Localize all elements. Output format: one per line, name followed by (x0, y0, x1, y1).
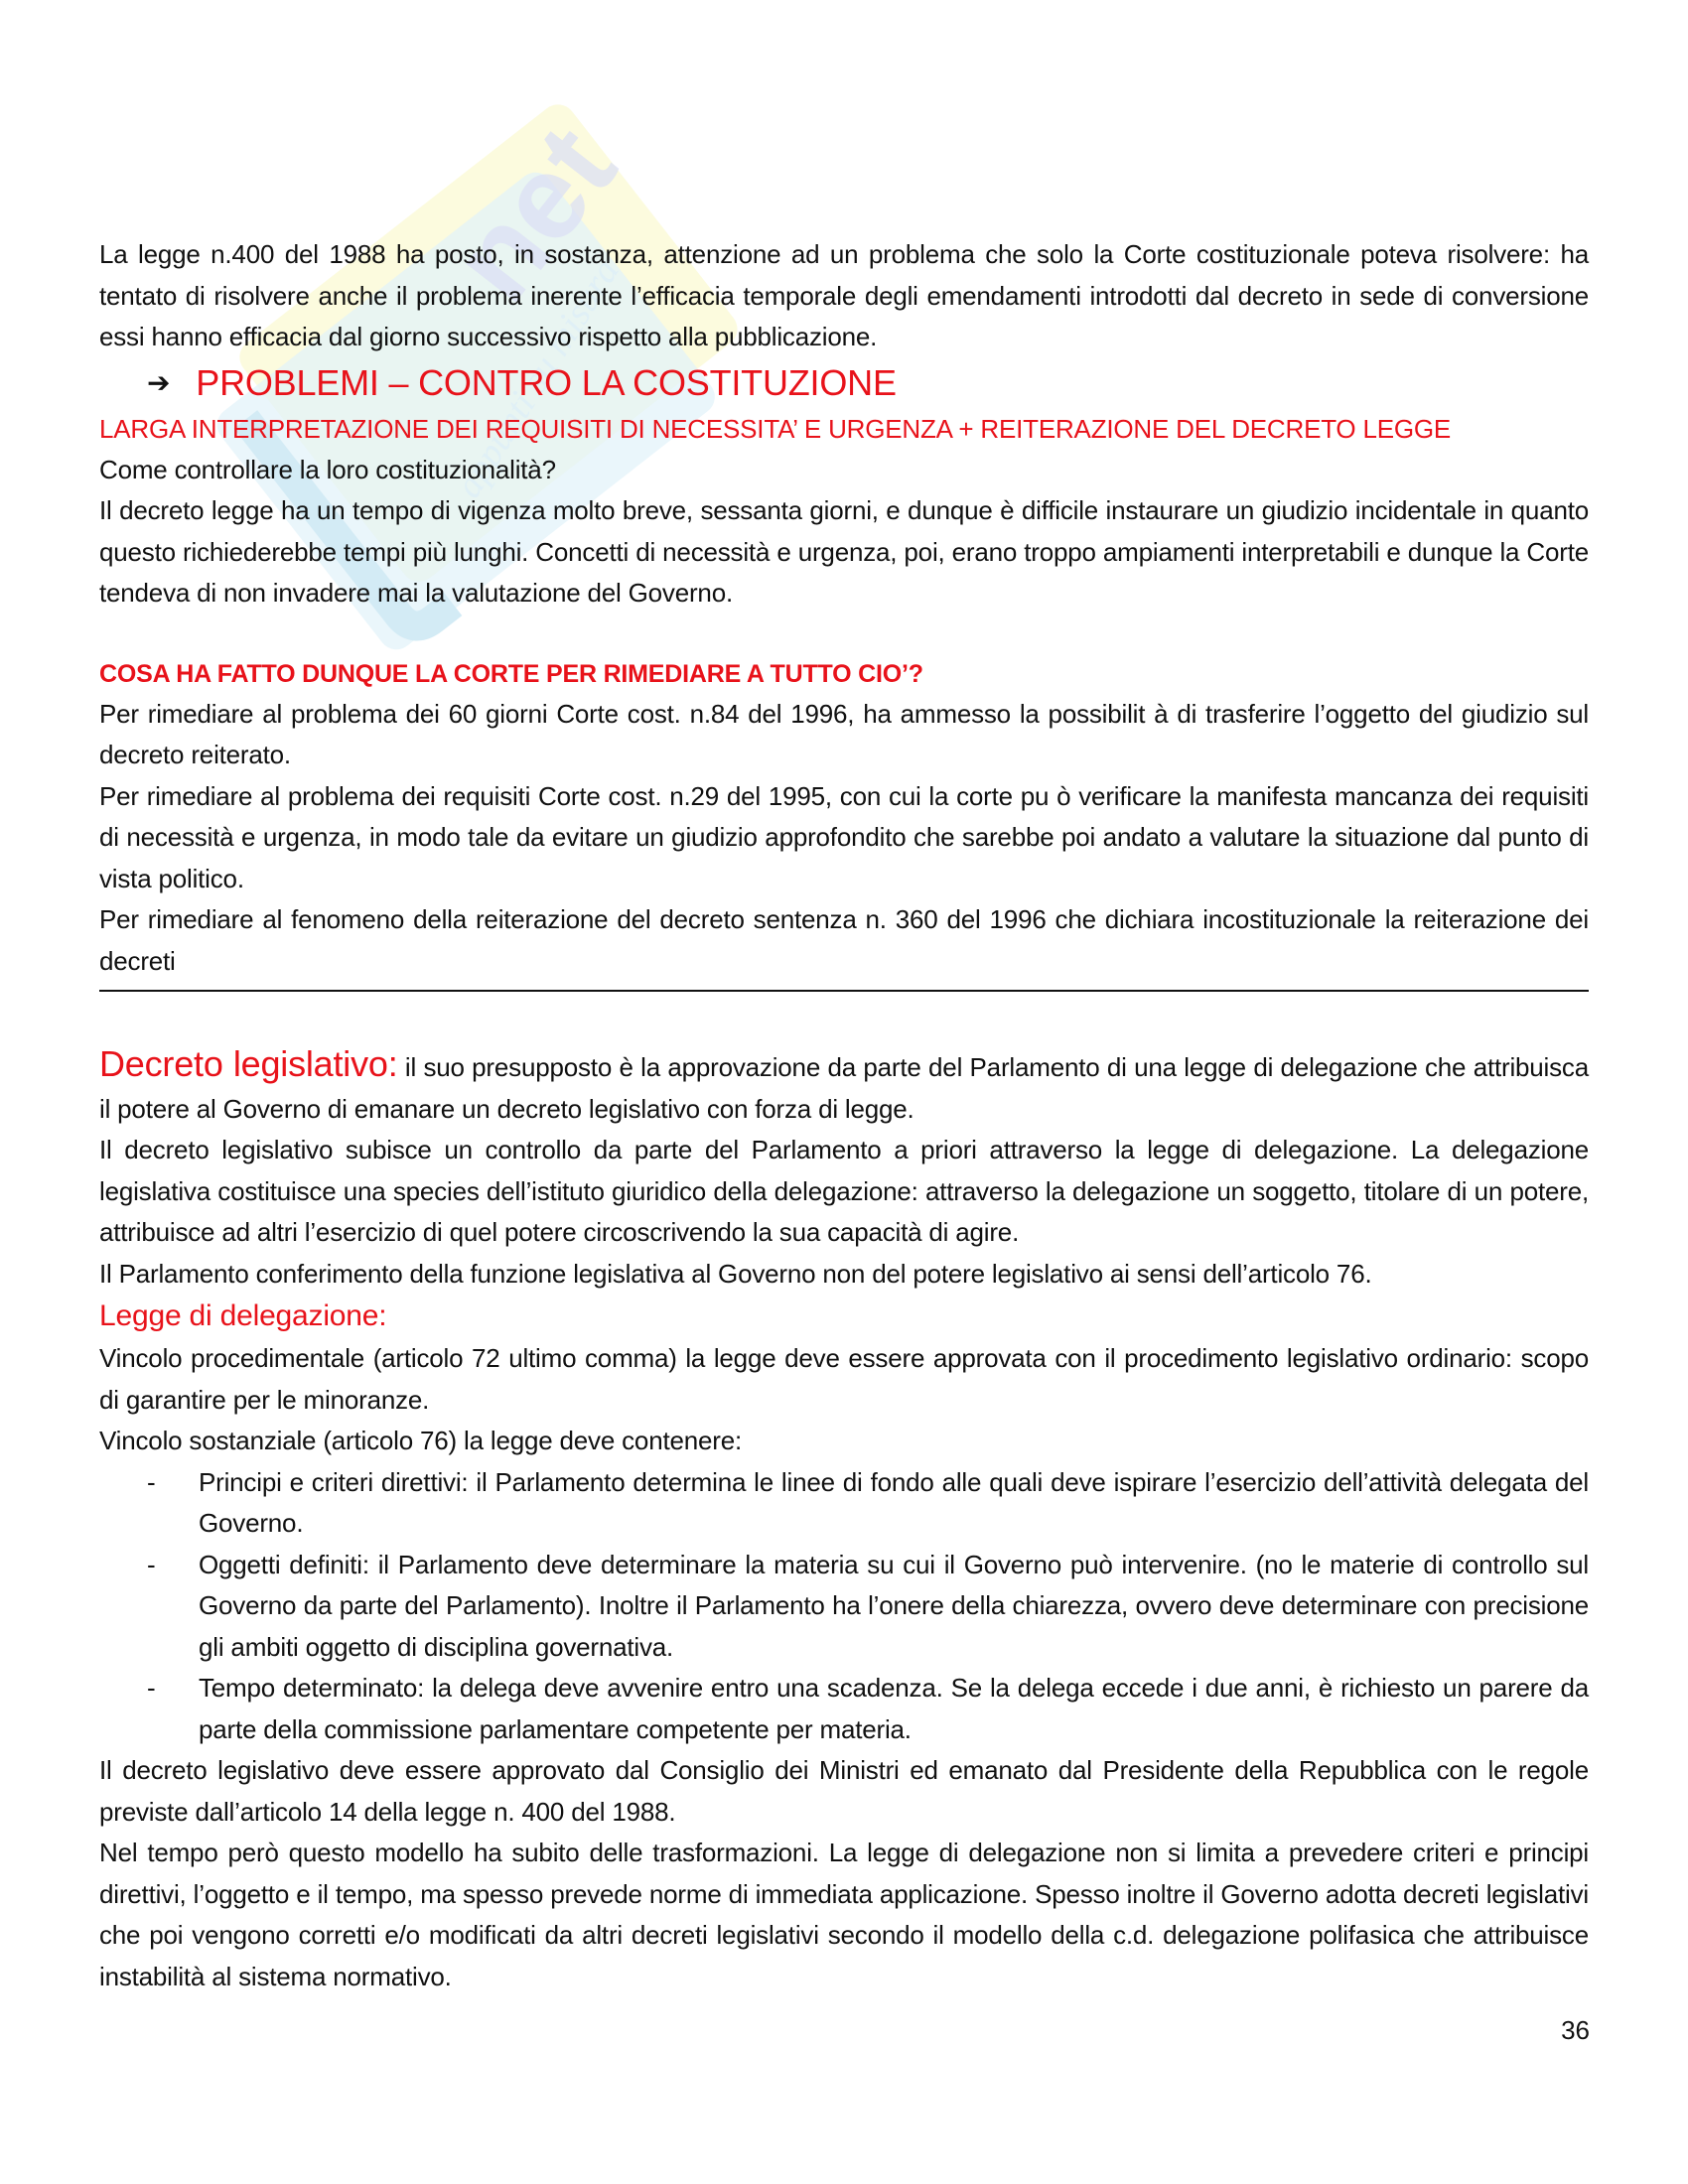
decreto-title-rest: il suo presupposto è la approvazione da parte del Parlamento di una legge di delegazione che attribuisca il potere al Governo di emanare un decreto legislativo con forza di legge. (99, 1052, 1589, 1124)
decreto-paragraph-3: Il Parlamento conferimento della funzione legislativa al Governo non del potere legislativo ai sensi dell’articolo 76. (99, 1258, 1372, 1289)
corte-paragraph-3: Per rimediare al fenomeno della reiterazione del decreto sentenza n. 360 del 1996 che dichiara incostituzionale la reiterazione dei decreti (99, 904, 1589, 976)
dash-bullet: - (147, 1466, 156, 1497)
problemi-subheading: LARGA INTERPRETAZIONE DEI REQUISITI DI NECESSITA’ E URGENZA + REITERAZIONE DEL DECRETO LEGGE (99, 413, 1452, 444)
problemi-heading (99, 358, 1589, 408)
list-item-text: Oggetti definiti: il Parlamento deve determinare la materia su cui il Governo può intervenire. (no le materie di controllo sul Governo da parte del Parlamento). Inoltre il Parlamento ha l’onere della chiarezza, ovvero deve determinare con precisione gli ambiti oggetto di disciplina governativa. (199, 1549, 1589, 1662)
vincolo-sostanziale: Vincolo sostanziale (articolo 76) la legge deve contenere: (99, 1426, 742, 1455)
problemi-paragraph: Il decreto legge ha un tempo di vigenza molto breve, sessanta giorni, e dunque è difficile instaurare un giudizio incidentale in quanto questo richiederebbe tempi più lunghi. Concetti di necessità e urgenza, poi, erano troppo ampiamenti interpretabili e dunque la Corte tendeva di non invadere mai la valutazione del Governo. (99, 495, 1589, 608)
list-item (99, 1545, 1589, 1669)
watermark-word: net (426, 101, 641, 326)
closing-paragraph-2: Nel tempo però questo modello ha subito delle trasformazioni. La legge di delegazione non si limita a prevedere criteri e principi direttivi, l’oggetto e il tempo, ma spesso prevede norme di immediata applicazione. Spesso inoltre il Governo adotta decreti legislativi che poi vengono corretti e/o modificati da altri decreti legislativi secondo il modello della c.d. delegazione polifasica che attribuisce instabilità al sistema normativo. (99, 1838, 1589, 1991)
list-item-text: Tempo determinato: la delega deve avvenire entro una scadenza. Se la delega eccede i due anni, è richiesto un parere da parte della commissione parlamentare competente per materia. (199, 1673, 1589, 1744)
arrow-right-icon: ➔ (147, 366, 171, 398)
spacer (99, 992, 1589, 1043)
list-item (99, 1462, 1589, 1545)
vincolo-procedimentale: Vincolo procedimentale (articolo 72 ultimo comma) la legge deve essere approvata con il procedimento legislativo ordinario: scopo di garantire per le minoranze. (99, 1343, 1589, 1415)
watermark-subtext: appunti su misura (447, 251, 628, 505)
spacer (99, 614, 1589, 654)
decreto-paragraph-1 (99, 1043, 1589, 1130)
problemi-heading-text: PROBLEMI – CONTRO LA COSTITUZIONE (196, 361, 897, 403)
decreto-title: Decreto legislativo: (99, 1043, 398, 1084)
corte-paragraph-2: Per rimediare al problema dei requisiti Corte cost. n.29 del 1995, con cui la corte pu ò verificare la manifesta mancanza dei requisiti di necessità e urgenza, in modo tale da evitare un giudizio approfondito che sarebbe poi andato a valutare la situazione dal punto di vista politico. (99, 780, 1589, 893)
problemi-question: Come controllare la loro costituzionalità? (99, 454, 556, 484)
legge-delegazione-heading: Legge di delegazione: (99, 1299, 387, 1332)
requisiti-list (99, 1462, 1589, 1751)
decreto-paragraph-2: Il decreto legislativo subisce un controllo da parte del Parlamento a priori attraverso la legge di delegazione. La delegazione legislativa costituisce una species dell’istituto giuridico della delegazione: attraverso la delegazione un soggetto, titolare di un potere, attribuisce ad altri l’esercizio di quel potere circoscrivendo la sua capacità di agire. (99, 1135, 1589, 1247)
dash-bullet: - (147, 1673, 156, 1703)
corte-paragraph-1: Per rimediare al problema dei 60 giorni Corte cost. n.84 del 1996, ha ammesso la possibilit à di trasferire l’oggetto del giudizio sul decreto reiterato. (99, 698, 1589, 769)
list-item (99, 1668, 1589, 1750)
list-item-text: Principi e criteri direttivi: il Parlamento determina le linee di fondo alle quali deve ispirare l’esercizio dell’attività delegata del Governo. (199, 1466, 1589, 1538)
dash-bullet: - (147, 1549, 156, 1579)
corte-heading: COSA HA FATTO DUNQUE LA CORTE PER RIMEDIARE A TUTTO CIO’? (99, 659, 923, 688)
intro-paragraph: La legge n.400 del 1988 ha posto, in sostanza, attenzione ad un problema che solo la Corte costituzionale poteva risolvere: ha tentato di risolvere anche il problema inerente l’efficacia temporale degli emendamenti introdotti dal decreto in sede di conversione essi hanno efficacia dal giorno successivo rispetto alla pubblicazione. (99, 239, 1589, 351)
page-content (99, 234, 1589, 1997)
closing-paragraph-1: Il decreto legislativo deve essere approvato dal Consiglio dei Ministri ed emanato dal Presidente della Repubblica con le regole previste dall’articolo 14 della legge n. 400 del 1988. (99, 1755, 1589, 1827)
page-number: 36 (1561, 2015, 1590, 2045)
